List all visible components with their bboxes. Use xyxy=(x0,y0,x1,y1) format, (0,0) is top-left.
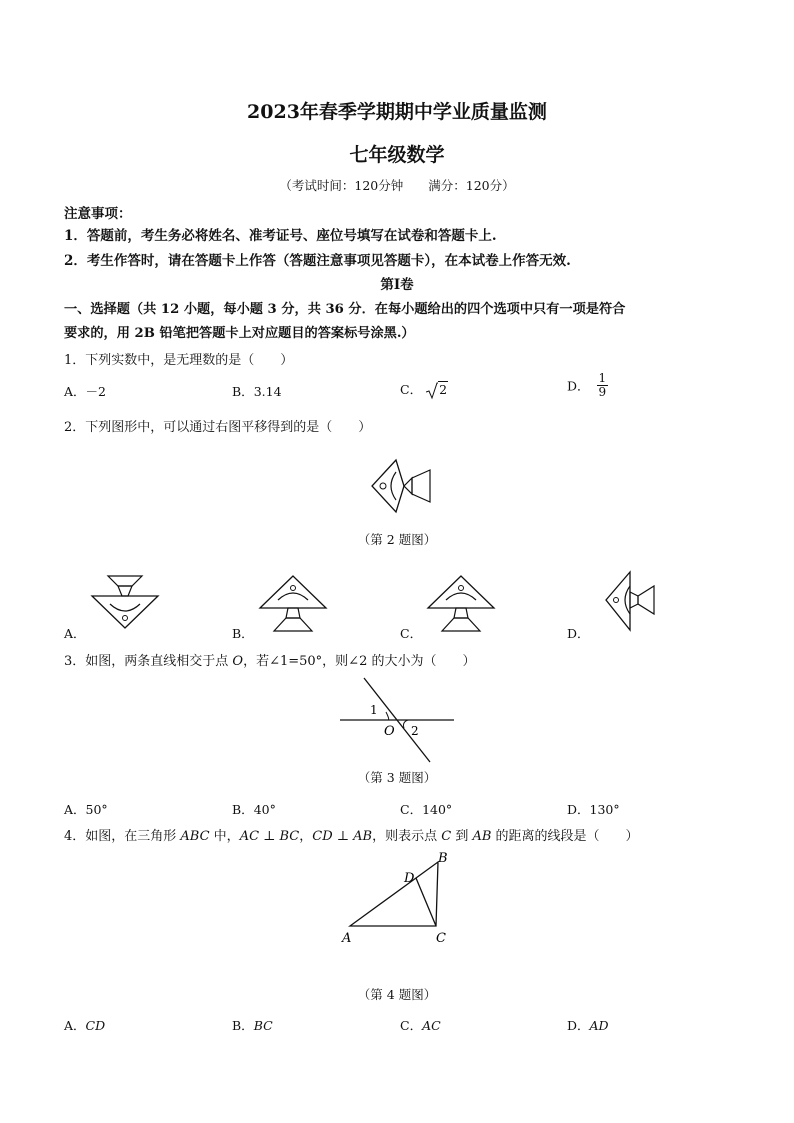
notes-heading: 注意事项： xyxy=(64,206,132,222)
section-line-1: 一、选择题（共 12 小题，每小题 3 分，共 36 分．在每小题给出的四个选项中只有一项是符合 xyxy=(64,302,626,317)
volume-heading: 第Ⅰ卷 xyxy=(380,277,414,293)
q2-option-d-figure xyxy=(594,570,658,634)
q4-caption: （第 4 题图） xyxy=(357,987,437,1002)
q3-option-a: A．50° xyxy=(64,802,108,817)
q3-option-c: C．140° xyxy=(400,802,453,817)
exam-subject: 七年级数学 xyxy=(349,144,445,166)
q4-label-d: D xyxy=(404,871,415,886)
q3-option-b: B．40° xyxy=(232,802,276,817)
q4-stem: 4．如图，在三角形 ABC 中，AC ⊥ BC，CD ⊥ AB，则表示点 C 到 AB 的距离的线段是（ ） xyxy=(64,829,639,844)
q2-option-c-figure xyxy=(426,574,496,634)
q3-label-2: 2 xyxy=(411,724,419,738)
q4-option-a: A．CD xyxy=(64,1018,106,1033)
note-item-1: 1．答题前，考生务必将姓名、准考证号、座位号填写在试卷和答题卡上. xyxy=(64,228,497,244)
q3-caption: （第 3 题图） xyxy=(357,770,437,785)
q1-stem: 1．下列实数中，是无理数的是（ ） xyxy=(64,353,294,368)
section-line-2: 要求的，用 2B 铅笔把答题卡上对应题目的答案标号涂黑.） xyxy=(64,326,415,341)
q4-option-c: C．AC xyxy=(400,1018,441,1033)
q2-option-b-figure xyxy=(258,574,328,634)
q4-option-d: D．AD xyxy=(567,1018,609,1033)
q2-option-b: B． xyxy=(232,626,254,641)
q3-intersecting-lines-figure xyxy=(338,676,456,764)
q2-stem: 2．下列图形中，可以通过右图平移得到的是（ ） xyxy=(64,420,372,435)
q2-option-a: A． xyxy=(64,626,86,641)
q2-caption: （第 2 题图） xyxy=(357,532,437,547)
q4-label-c: C xyxy=(436,931,446,946)
q4-label-b: B xyxy=(438,851,448,866)
q4-label-a: A xyxy=(342,931,352,946)
q1-option-d: D． $\frac{1}{9}$ xyxy=(567,371,607,399)
q2-option-a-figure xyxy=(90,574,160,632)
q4-triangle-figure xyxy=(336,848,460,948)
exam-title: 2023年春季学期期中学业质量监测 xyxy=(247,101,547,123)
q2-reference-fish-figure xyxy=(360,458,436,518)
q4-option-b: B．BC xyxy=(232,1018,273,1033)
q1-option-b: B．3.14 xyxy=(232,384,282,399)
fraction: $\frac{1}{9}$ xyxy=(598,371,607,399)
q3-option-d: D．130° xyxy=(567,802,620,817)
q3-label-1: 1 xyxy=(370,703,378,717)
q3-stem: 3．如图，两条直线相交于点 O，若∠1=50°，则∠2 的大小为（ ） xyxy=(64,654,476,669)
exam-info: （考试时间：120分钟 满分：120分） xyxy=(279,178,515,193)
q1-option-a: A．－2 xyxy=(64,384,106,399)
q2-option-d: D． xyxy=(567,626,590,641)
note-item-2: 2．考生作答时，请在答题卡上作答（答题注意事项见答题卡），在本试卷上作答无效. xyxy=(64,253,571,269)
q3-label-o: O xyxy=(384,724,395,739)
q2-option-c: C． xyxy=(400,626,423,641)
q1-option-c: C． 2 xyxy=(400,380,448,400)
sqrt-symbol-icon xyxy=(426,382,438,400)
